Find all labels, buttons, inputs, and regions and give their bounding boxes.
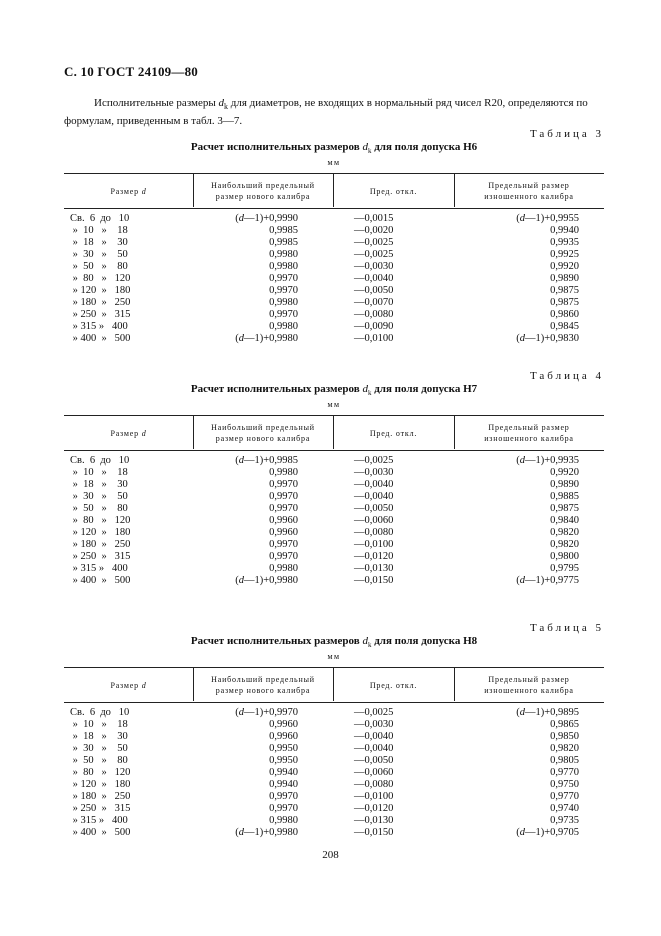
intro-text-start: Исполнительные размеры <box>94 97 219 109</box>
cell-worn-gauge: 0,9890 <box>550 479 579 490</box>
cell-size: » 400 » 500 <box>70 333 131 344</box>
cell-deviation: —0,0080 <box>354 309 394 320</box>
table-row <box>64 225 604 237</box>
cell-size: » 250 » 315 <box>70 309 131 320</box>
table-row <box>64 309 604 321</box>
table-row <box>64 491 604 503</box>
column-divider <box>193 415 194 449</box>
column-divider <box>193 667 194 701</box>
cell-size: » 18 » 30 <box>70 237 128 248</box>
table-header <box>64 415 604 451</box>
header-new-gauge <box>193 416 333 450</box>
header-worn-line1: Предельный размер <box>488 675 570 684</box>
cell-size: » 250 » 315 <box>70 551 131 562</box>
intro-paragraph <box>64 96 604 128</box>
cell-new-gauge: 0,9970 <box>269 273 298 284</box>
table-title-symbol: d <box>362 141 368 153</box>
cell-deviation: —0,0080 <box>354 779 394 790</box>
table-title <box>64 141 604 155</box>
table-row <box>64 815 604 827</box>
cell-worn-gauge: 0,9925 <box>550 249 579 260</box>
table-row <box>64 563 604 575</box>
cell-deviation: —0,0050 <box>354 285 394 296</box>
cell-new-gauge: 0,9985 <box>269 225 298 236</box>
header-worn-line2: изношенного калибра <box>484 192 574 201</box>
cell-worn-gauge: 0,9935 <box>550 237 579 248</box>
table-header <box>64 667 604 703</box>
cell-worn-gauge: 0,9940 <box>550 225 579 236</box>
cell-new-gauge: 0,9970 <box>269 479 298 490</box>
cell-deviation: —0,0040 <box>354 273 394 284</box>
header-new-line1: Наибольший предельный <box>211 181 315 190</box>
cell-size: » 50 » 80 <box>70 261 128 272</box>
table-row <box>64 249 604 261</box>
header-new-line2: размер нового калибра <box>215 686 311 695</box>
cell-new-gauge: 0,9980 <box>269 563 298 574</box>
cell-new-gauge: 0,9980 <box>269 297 298 308</box>
column-divider <box>333 667 334 701</box>
cell-deviation: —0,0070 <box>354 297 394 308</box>
column-divider <box>333 415 334 449</box>
table-row <box>64 321 604 333</box>
cell-size: » 180 » 250 <box>70 297 131 308</box>
cell-size: » 10 » 18 <box>70 719 128 730</box>
table-label: Таблица 5 <box>529 622 604 634</box>
cell-worn-gauge: 0,9865 <box>550 719 579 730</box>
cell-deviation: —0,0060 <box>354 767 394 778</box>
cell-size: » 315 » 400 <box>70 563 128 574</box>
cell-deviation: —0,0030 <box>354 719 394 730</box>
table-label: Таблица 3 <box>529 128 604 140</box>
cell-size: » 120 » 180 <box>70 527 131 538</box>
cell-worn-gauge: 0,9920 <box>550 467 579 478</box>
cell-deviation: —0,0020 <box>354 225 394 236</box>
cell-deviation: —0,0120 <box>354 803 394 814</box>
cell-worn-gauge: (d—1)+0,9775 <box>516 575 579 586</box>
page-number: 208 <box>322 849 339 861</box>
header-size-symbol: d <box>141 186 147 196</box>
cell-size: » 80 » 120 <box>70 515 131 526</box>
cell-new-gauge: 0,9970 <box>269 309 298 320</box>
header-worn-line2: изношенного калибра <box>484 434 574 443</box>
cell-deviation: —0,0025 <box>354 455 394 466</box>
cell-new-gauge: (d—1)+0,9980 <box>235 333 298 344</box>
table-title <box>64 383 604 397</box>
cell-worn-gauge: 0,9795 <box>550 563 579 574</box>
cell-worn-gauge: (d—1)+0,9895 <box>516 707 579 718</box>
table-unit: мм <box>327 400 341 409</box>
cell-new-gauge: (d—1)+0,9985 <box>235 455 298 466</box>
cell-worn-gauge: (d—1)+0,9935 <box>516 455 579 466</box>
header-new-line1: Наибольший предельный <box>211 423 315 432</box>
header-new-line1: Наибольший предельный <box>211 675 315 684</box>
header-worn-gauge <box>454 416 604 450</box>
table-title-subscript: k <box>367 641 372 650</box>
cell-new-gauge: 0,9980 <box>269 321 298 332</box>
header-size-symbol: d <box>141 428 147 438</box>
header-size-symbol: d <box>141 680 147 690</box>
cell-new-gauge: (d—1)+0,9990 <box>235 213 298 224</box>
table-row <box>64 213 604 225</box>
header-size: Размер d <box>110 428 147 438</box>
column-divider <box>454 173 455 207</box>
table-title-start: Расчет исполнительных размеров <box>190 141 363 153</box>
table-title-symbol: d <box>362 383 368 395</box>
cell-size: » 10 » 18 <box>70 225 128 236</box>
cell-worn-gauge: 0,9885 <box>550 491 579 502</box>
cell-deviation: —0,0120 <box>354 551 394 562</box>
header-size: Размер d <box>110 680 147 690</box>
cell-worn-gauge: 0,9820 <box>550 539 579 550</box>
intro-symbol: d <box>218 97 224 109</box>
page-header: С. 10 ГОСТ 24109—80 <box>64 64 198 79</box>
table-row <box>64 551 604 563</box>
cell-worn-gauge: 0,9770 <box>550 767 579 778</box>
cell-worn-gauge: 0,9875 <box>550 297 579 308</box>
cell-size: » 250 » 315 <box>70 803 131 814</box>
cell-worn-gauge: 0,9735 <box>550 815 579 826</box>
header-new-gauge <box>193 668 333 702</box>
table-title-end: для поля допуска H6 <box>371 141 478 153</box>
cell-new-gauge: 0,9940 <box>269 779 298 790</box>
cell-size: » 50 » 80 <box>70 503 128 514</box>
cell-new-gauge: 0,9960 <box>269 515 298 526</box>
header-worn-gauge <box>454 174 604 208</box>
cell-deviation: —0,0040 <box>354 491 394 502</box>
column-divider <box>193 173 194 207</box>
cell-new-gauge: 0,9960 <box>269 731 298 742</box>
cell-new-gauge: 0,9970 <box>269 539 298 550</box>
cell-size: » 80 » 120 <box>70 767 131 778</box>
cell-size: » 120 » 180 <box>70 779 131 790</box>
cell-size: » 30 » 50 <box>70 249 128 260</box>
header-deviation: Пред. откл. <box>369 428 418 438</box>
cell-size: » 180 » 250 <box>70 539 131 550</box>
cell-deviation: —0,0025 <box>354 707 394 718</box>
cell-new-gauge: 0,9960 <box>269 527 298 538</box>
table-row <box>64 803 604 815</box>
table-row <box>64 285 604 297</box>
cell-new-gauge: 0,9970 <box>269 491 298 502</box>
cell-worn-gauge: 0,9805 <box>550 755 579 766</box>
cell-worn-gauge: 0,9740 <box>550 803 579 814</box>
header-new-gauge <box>193 174 333 208</box>
cell-deviation: —0,0090 <box>354 321 394 332</box>
cell-deviation: —0,0080 <box>354 527 394 538</box>
table-title-end: для поля допуска H8 <box>371 635 478 647</box>
table-title-end: для поля допуска H7 <box>371 383 478 395</box>
cell-worn-gauge: (d—1)+0,9955 <box>516 213 579 224</box>
cell-size: » 50 » 80 <box>70 755 128 766</box>
cell-worn-gauge: 0,9920 <box>550 261 579 272</box>
cell-deviation: —0,0050 <box>354 755 394 766</box>
column-divider <box>454 415 455 449</box>
cell-size: Св. 6 до 10 <box>70 455 130 466</box>
cell-new-gauge: 0,9980 <box>269 249 298 260</box>
table-row <box>64 333 604 345</box>
table-title <box>64 635 604 649</box>
cell-worn-gauge: 0,9770 <box>550 791 579 802</box>
table-row <box>64 479 604 491</box>
cell-size: » 120 » 180 <box>70 285 131 296</box>
header-new-line2: размер нового калибра <box>215 434 311 443</box>
cell-new-gauge: 0,9950 <box>269 755 298 766</box>
intro-text-end: для диаметров, не входящих в нормальный ряд чисел R20, определяются по формулам, приведенным в табл. 3—7. <box>64 97 588 128</box>
table-row <box>64 791 604 803</box>
table-title-subscript: k <box>367 389 372 398</box>
cell-deviation: —0,0030 <box>354 261 394 272</box>
cell-new-gauge: (d—1)+0,9980 <box>235 827 298 838</box>
cell-size: » 315 » 400 <box>70 321 128 332</box>
cell-worn-gauge: 0,9875 <box>550 503 579 514</box>
cell-deviation: —0,0130 <box>354 815 394 826</box>
header-size: Размер d <box>110 186 147 196</box>
cell-deviation: —0,0030 <box>354 467 394 478</box>
cell-new-gauge: 0,9950 <box>269 743 298 754</box>
table-body <box>64 213 604 345</box>
table-row <box>64 755 604 767</box>
cell-deviation: —0,0015 <box>354 213 394 224</box>
table-body <box>64 707 604 839</box>
intro-symbol-subscript: k <box>224 102 228 112</box>
table-label: Таблица 4 <box>529 370 604 382</box>
cell-size: » 180 » 250 <box>70 791 131 802</box>
cell-deviation: —0,0050 <box>354 503 394 514</box>
cell-new-gauge: 0,9970 <box>269 551 298 562</box>
table-body <box>64 455 604 587</box>
cell-size: » 18 » 30 <box>70 479 128 490</box>
table-row <box>64 467 604 479</box>
cell-worn-gauge: (d—1)+0,9830 <box>516 333 579 344</box>
cell-size: » 18 » 30 <box>70 731 128 742</box>
table-row <box>64 455 604 467</box>
table-row <box>64 707 604 719</box>
cell-worn-gauge: 0,9800 <box>550 551 579 562</box>
table-header <box>64 173 604 209</box>
cell-worn-gauge: 0,9860 <box>550 309 579 320</box>
cell-deviation: —0,0150 <box>354 827 394 838</box>
cell-new-gauge: 0,9980 <box>269 467 298 478</box>
cell-new-gauge: 0,9970 <box>269 791 298 802</box>
table-row <box>64 237 604 249</box>
table-row <box>64 779 604 791</box>
header-new-line2: размер нового калибра <box>215 192 311 201</box>
cell-new-gauge: 0,9940 <box>269 767 298 778</box>
cell-size: » 30 » 50 <box>70 743 128 754</box>
table-row <box>64 767 604 779</box>
cell-deviation: —0,0150 <box>354 575 394 586</box>
table-row <box>64 719 604 731</box>
cell-new-gauge: 0,9980 <box>269 815 298 826</box>
header-worn-line1: Предельный размер <box>488 181 570 190</box>
table-row <box>64 503 604 515</box>
cell-deviation: —0,0100 <box>354 333 394 344</box>
cell-new-gauge: 0,9970 <box>269 285 298 296</box>
cell-deviation: —0,0100 <box>354 791 394 802</box>
cell-deviation: —0,0040 <box>354 479 394 490</box>
table-title-symbol: d <box>362 635 368 647</box>
table-row <box>64 827 604 839</box>
cell-size: » 400 » 500 <box>70 575 131 586</box>
cell-new-gauge: 0,9960 <box>269 719 298 730</box>
cell-size: » 80 » 120 <box>70 273 131 284</box>
cell-new-gauge: (d—1)+0,9970 <box>235 707 298 718</box>
cell-worn-gauge: 0,9875 <box>550 285 579 296</box>
cell-worn-gauge: 0,9890 <box>550 273 579 284</box>
cell-deviation: —0,0040 <box>354 743 394 754</box>
cell-worn-gauge: 0,9845 <box>550 321 579 332</box>
cell-size: » 10 » 18 <box>70 467 128 478</box>
cell-worn-gauge: 0,9820 <box>550 743 579 754</box>
table-title-start: Расчет исполнительных размеров <box>190 383 363 395</box>
table-row <box>64 261 604 273</box>
cell-worn-gauge: 0,9840 <box>550 515 579 526</box>
header-worn-gauge <box>454 668 604 702</box>
header-worn-line1: Предельный размер <box>488 423 570 432</box>
cell-deviation: —0,0025 <box>354 237 394 248</box>
cell-worn-gauge: 0,9820 <box>550 527 579 538</box>
cell-new-gauge: 0,9970 <box>269 503 298 514</box>
table-row <box>64 539 604 551</box>
cell-size: Св. 6 до 10 <box>70 707 130 718</box>
cell-worn-gauge: 0,9750 <box>550 779 579 790</box>
table-row <box>64 515 604 527</box>
table-unit: мм <box>327 652 341 661</box>
table-row <box>64 575 604 587</box>
table-row <box>64 273 604 285</box>
table-row <box>64 297 604 309</box>
header-deviation: Пред. откл. <box>369 186 418 196</box>
cell-new-gauge: 0,9985 <box>269 237 298 248</box>
table-unit: мм <box>327 158 341 167</box>
header-worn-line2: изношенного калибра <box>484 686 574 695</box>
cell-deviation: —0,0100 <box>354 539 394 550</box>
table-title-start: Расчет исполнительных размеров <box>190 635 363 647</box>
cell-deviation: —0,0025 <box>354 249 394 260</box>
cell-deviation: —0,0040 <box>354 731 394 742</box>
cell-new-gauge: 0,9980 <box>269 261 298 272</box>
cell-deviation: —0,0060 <box>354 515 394 526</box>
cell-worn-gauge: 0,9850 <box>550 731 579 742</box>
cell-size: » 315 » 400 <box>70 815 128 826</box>
table-title-subscript: k <box>367 147 372 156</box>
cell-new-gauge: 0,9970 <box>269 803 298 814</box>
table-row <box>64 731 604 743</box>
cell-new-gauge: (d—1)+0,9980 <box>235 575 298 586</box>
cell-size: » 30 » 50 <box>70 491 128 502</box>
column-divider <box>333 173 334 207</box>
cell-deviation: —0,0130 <box>354 563 394 574</box>
cell-size: Св. 6 до 10 <box>70 213 130 224</box>
table-row <box>64 527 604 539</box>
cell-worn-gauge: (d—1)+0,9705 <box>516 827 579 838</box>
column-divider <box>454 667 455 701</box>
table-row <box>64 743 604 755</box>
header-deviation: Пред. откл. <box>369 680 418 690</box>
cell-size: » 400 » 500 <box>70 827 131 838</box>
